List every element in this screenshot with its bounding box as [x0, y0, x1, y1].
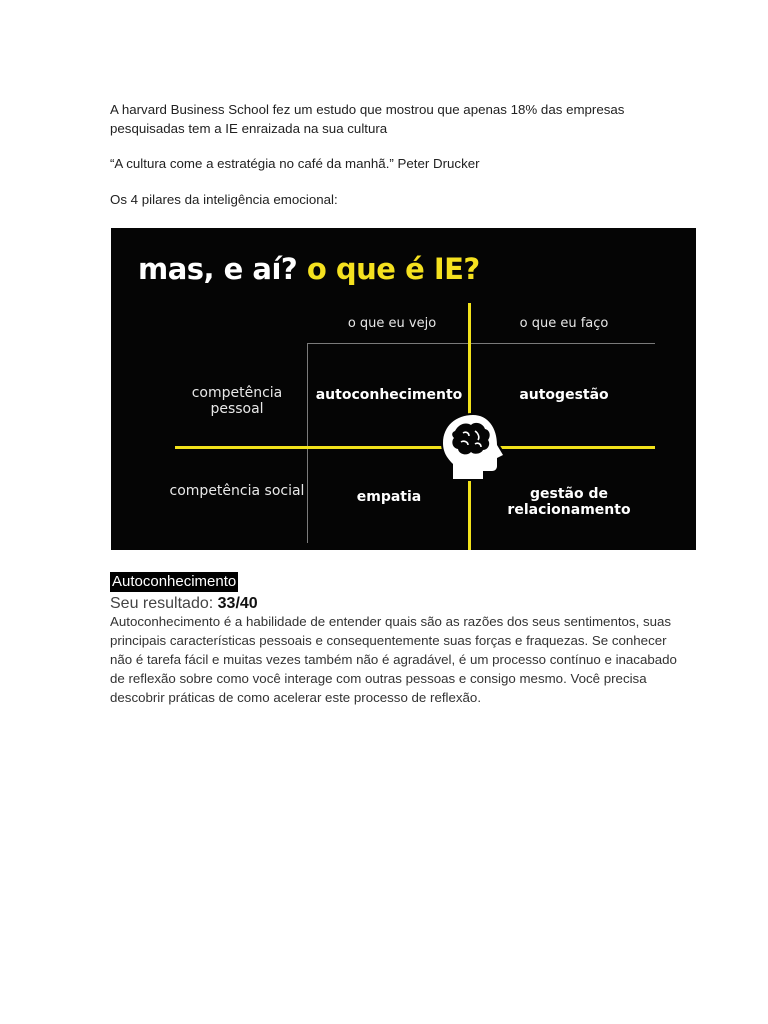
- column-header-do: o que eu faço: [519, 316, 609, 331]
- figure-title: [138, 252, 480, 286]
- cell-autoconhecimento: autoconhecimento: [315, 387, 463, 403]
- left-divider-line: [307, 343, 308, 543]
- cell-empatia: empatia: [356, 489, 422, 505]
- section-title: Autoconhecimento: [112, 573, 237, 590]
- section-description: Autoconhecimento é a habilidade de entender quais são as razões dos seus sentimentos, suas principais características pessoais e consequentemente suas forças e fraquezas. Se conhecer não é tarefa fácil e muitas vezes também não é agradável, é um processo contínuo e inacabado de reflexão sobre como você interage com outras pessoas e consigo mesmo. Você precisa descobrir práticas de como acelerar este processo de reflexão.: [110, 614, 677, 705]
- cell-autogestao: autogestão: [519, 387, 609, 403]
- result-value: 33/40: [217, 595, 258, 612]
- quote-paragraph: “A cultura come a estratégia no café da manhã.” Peter Drucker: [110, 156, 480, 171]
- column-header-see: o que eu vejo: [347, 316, 437, 331]
- intro-paragraph: A harvard Business School fez um estudo que mostrou que apenas 18% das empresas pesquisadas tem a IE enraizada na sua cultura: [110, 102, 625, 136]
- row-header-personal: competência pessoal: [191, 385, 283, 417]
- figure-title-white: mas, e aí?: [138, 252, 298, 286]
- cell-gestao-relacionamento: gestão de relacionamento: [507, 486, 631, 518]
- result-line: [110, 594, 258, 614]
- horizontal-axis-line: [175, 446, 655, 449]
- header-divider-line: [307, 343, 655, 344]
- pillars-label: Os 4 pilares da inteligência emocional:: [110, 192, 338, 207]
- result-label: Seu resultado:: [110, 595, 214, 612]
- row-header-social: competência social: [169, 483, 305, 499]
- figure-title-yellow: o que é IE?: [306, 252, 480, 286]
- head-brain-icon: [433, 411, 509, 483]
- ie-quadrant-figure: [111, 228, 696, 550]
